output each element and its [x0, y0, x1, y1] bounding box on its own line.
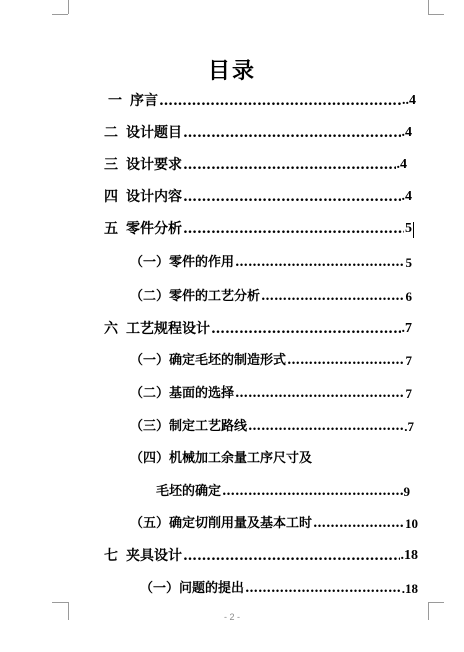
toc-entry-label: 设计题目 — [126, 125, 182, 141]
toc-dot-leader — [235, 254, 404, 272]
toc-page-number: .4 — [396, 157, 407, 172]
toc-entry[interactable] — [108, 88, 416, 110]
crop-mark-top-left-v — [68, 0, 69, 14]
toc-entry[interactable] — [130, 348, 412, 370]
toc-entry-label: （二）零件的工艺分析 — [130, 289, 261, 304]
toc-dot-leader — [159, 92, 401, 110]
toc-page-number: .18 — [401, 581, 418, 596]
toc-entry[interactable] — [104, 120, 412, 142]
toc-page-number: .7 — [401, 321, 412, 336]
toc-entry-label: 工艺规程设计 — [126, 321, 210, 337]
toc-entry-number: 二 — [104, 125, 118, 141]
toc-page-number: 5 — [405, 221, 412, 236]
toc-entry[interactable] — [130, 446, 412, 468]
toc-page-number: 10 — [405, 516, 418, 531]
toc-title: 目录 — [207, 58, 256, 84]
toc-entry[interactable] — [104, 543, 418, 565]
toc-dot-leader — [245, 580, 401, 598]
toc-page-number: 7 — [405, 386, 412, 401]
toc-dot-leader — [222, 483, 402, 501]
toc-entry-label: （四）机械加工余量工序尺寸及 — [130, 451, 313, 466]
toc-entry[interactable] — [130, 511, 418, 533]
toc-dot-leader — [183, 156, 396, 174]
toc-entry-label: 序言 — [130, 93, 158, 109]
toc-dot-leader — [183, 188, 401, 206]
toc-page-number: 5 — [405, 255, 412, 270]
toc-entry-label: 毛坯的确定 — [156, 484, 222, 499]
crop-mark-bottom-left-h — [52, 602, 68, 603]
toc-dot-leader — [313, 515, 404, 533]
toc-page-number: ..4 — [402, 93, 416, 108]
toc-entry[interactable] — [104, 184, 412, 206]
toc-dot-leader — [248, 418, 403, 436]
toc-entry-number: 五 — [104, 221, 118, 237]
toc-dot-leader — [183, 124, 401, 142]
toc-entry[interactable] — [130, 414, 414, 436]
toc-entry-number: 四 — [104, 189, 118, 205]
toc-page-number: 6 — [405, 289, 412, 304]
toc-entry-number: 一 — [108, 93, 122, 109]
toc-page-number: 7 — [405, 353, 412, 368]
toc-entry[interactable] — [140, 576, 418, 598]
toc-entry-continuation[interactable] — [156, 479, 410, 501]
page-number-footer: - 2 - — [223, 612, 240, 622]
toc-dot-leader — [261, 288, 404, 306]
toc-entry-label: （二）基面的选择 — [130, 386, 235, 401]
toc-entry-label: 设计要求 — [126, 157, 182, 173]
toc-entry-label: （一）确定毛坯的制造形式 — [130, 353, 287, 368]
toc-entry[interactable] — [104, 216, 412, 238]
toc-dot-leader — [183, 547, 400, 565]
crop-mark-top-right-v — [428, 0, 429, 14]
crop-mark-bottom-right-h — [428, 602, 444, 603]
crop-mark-top-right-h — [428, 14, 444, 15]
toc-page-number: .7 — [404, 419, 414, 434]
toc-dot-leader — [287, 352, 404, 370]
toc-entry-label: （一）问题的提出 — [140, 581, 245, 596]
toc-entry-label: 设计内容 — [126, 189, 182, 205]
toc-entry[interactable] — [104, 152, 407, 174]
toc-dot-leader — [235, 385, 404, 403]
toc-entry[interactable] — [130, 284, 412, 306]
toc-page-number: 9 — [403, 484, 410, 499]
crop-mark-top-left-h — [52, 14, 68, 15]
toc-entry-label: 夹具设计 — [126, 548, 182, 564]
toc-entry[interactable] — [130, 250, 412, 272]
toc-entry-label: 零件分析 — [126, 221, 182, 237]
toc-entry-label: （三）制定工艺路线 — [130, 419, 248, 434]
toc-entry-number: 三 — [104, 157, 118, 173]
text-cursor — [413, 222, 414, 238]
toc-entry[interactable] — [104, 316, 412, 338]
toc-page-number: .4 — [401, 189, 412, 204]
toc-dot-leader — [183, 220, 404, 238]
toc-entry-number: 七 — [104, 548, 118, 564]
toc-entry[interactable] — [130, 381, 412, 403]
toc-entry-label: （一）零件的作用 — [130, 255, 235, 270]
toc-dot-leader — [211, 320, 401, 338]
toc-page-number: .4 — [401, 125, 412, 140]
toc-page-number: .18 — [400, 548, 418, 563]
toc-entry-number: 六 — [104, 321, 118, 337]
toc-entry-label: （五）确定切削用量及基本工时 — [130, 516, 313, 531]
